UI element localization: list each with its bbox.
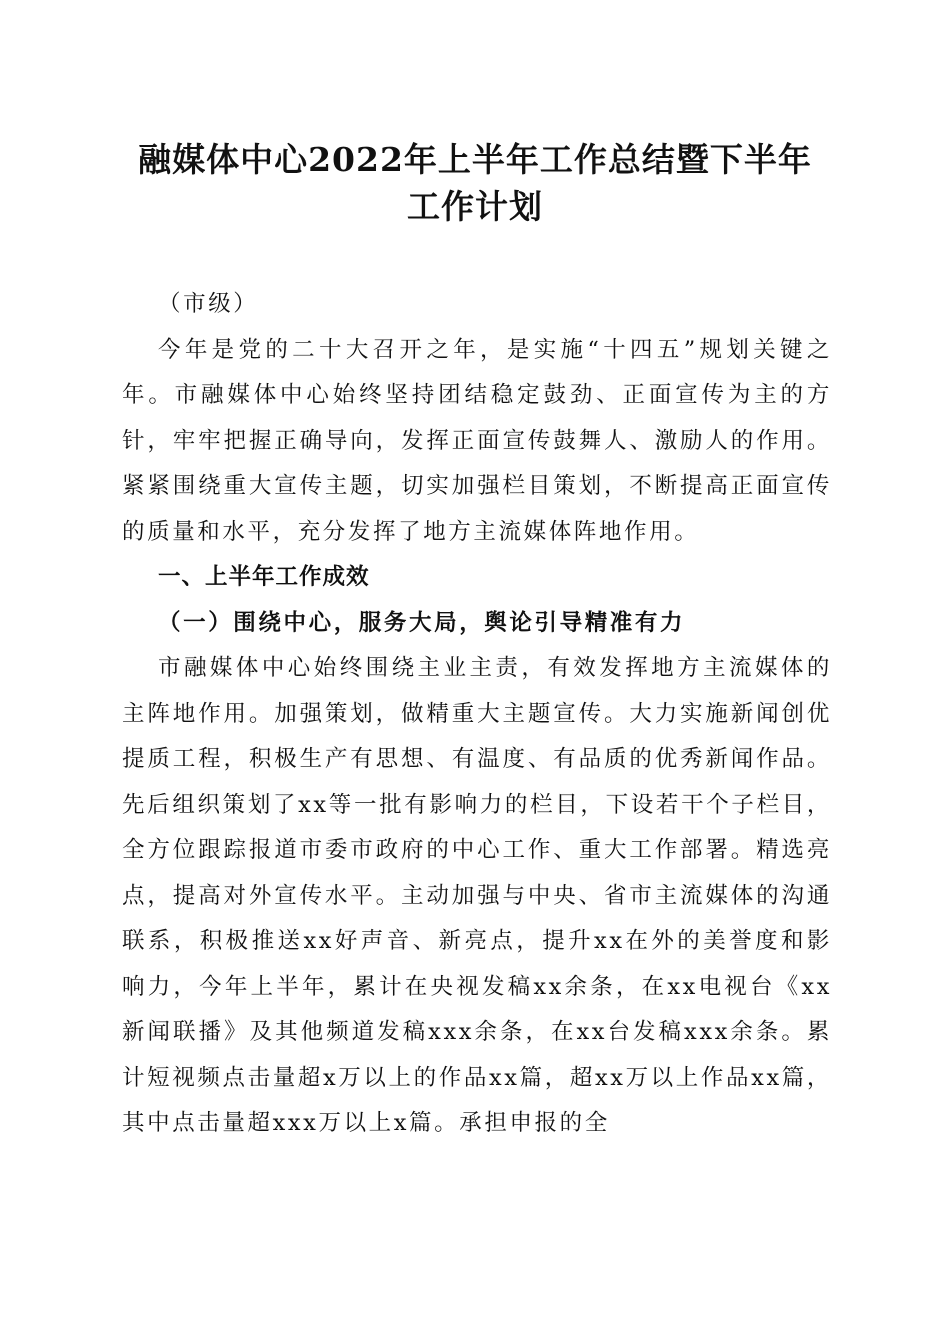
document-title-line-1: 融媒体中心2022年上半年工作总结暨下半年 [138, 140, 812, 179]
document-title-line-2: 工作计划 [407, 187, 543, 226]
subsection-heading-1: （一）围绕中心，服务大局，舆论引导精准有力 [158, 609, 686, 636]
intro-paragraph: 今年是党的二十大召开之年，是实施“十四五”规划关键之年。市融媒体中心始终坚持团结稳定鼓劲、正面宣传为主的方针，牢牢把握正确导向，发挥正面宣传鼓舞人、激励人的作用。紧紧围绕重大宣传主题，切实加强栏目策划，不断提高正面宣传的质量和水平，充分发挥了地方主流媒体阵地作用。 [122, 336, 832, 545]
document-body [122, 282, 832, 1147]
section-heading-1: 一、上半年工作成效 [158, 564, 370, 590]
subsection-1-paragraph: 市融媒体中心始终围绕主业主责，有效发挥地方主流媒体的主阵地作用。加强策划，做精重大主题宣传。大力实施新闻创优提质工程，积极生产有思想、有温度、有品质的优秀新闻作品。先后组织策划了xx等一批有影响力的栏目，下设若干个子栏目，全方位跟踪报道市委市政府的中心工作、重大工作部署。精选亮点，提高对外宣传水平。主动加强与中央、省市主流媒体的沟通联系，积极推送xx好声音、新亮点，提升xx在外的美誉度和影响力，今年上半年，累计在央视发稿xx余条，在xx电视台《xx新闻联播》及其他频道发稿xxx余条，在xx台发稿xxx余条。累计短视频点击量超x万以上的作品xx篇，超xx万以上作品xx篇，其中点击量超xxx万以上x篇。承担申报的全 [122, 655, 832, 1136]
level-note: （市级） [158, 291, 259, 317]
